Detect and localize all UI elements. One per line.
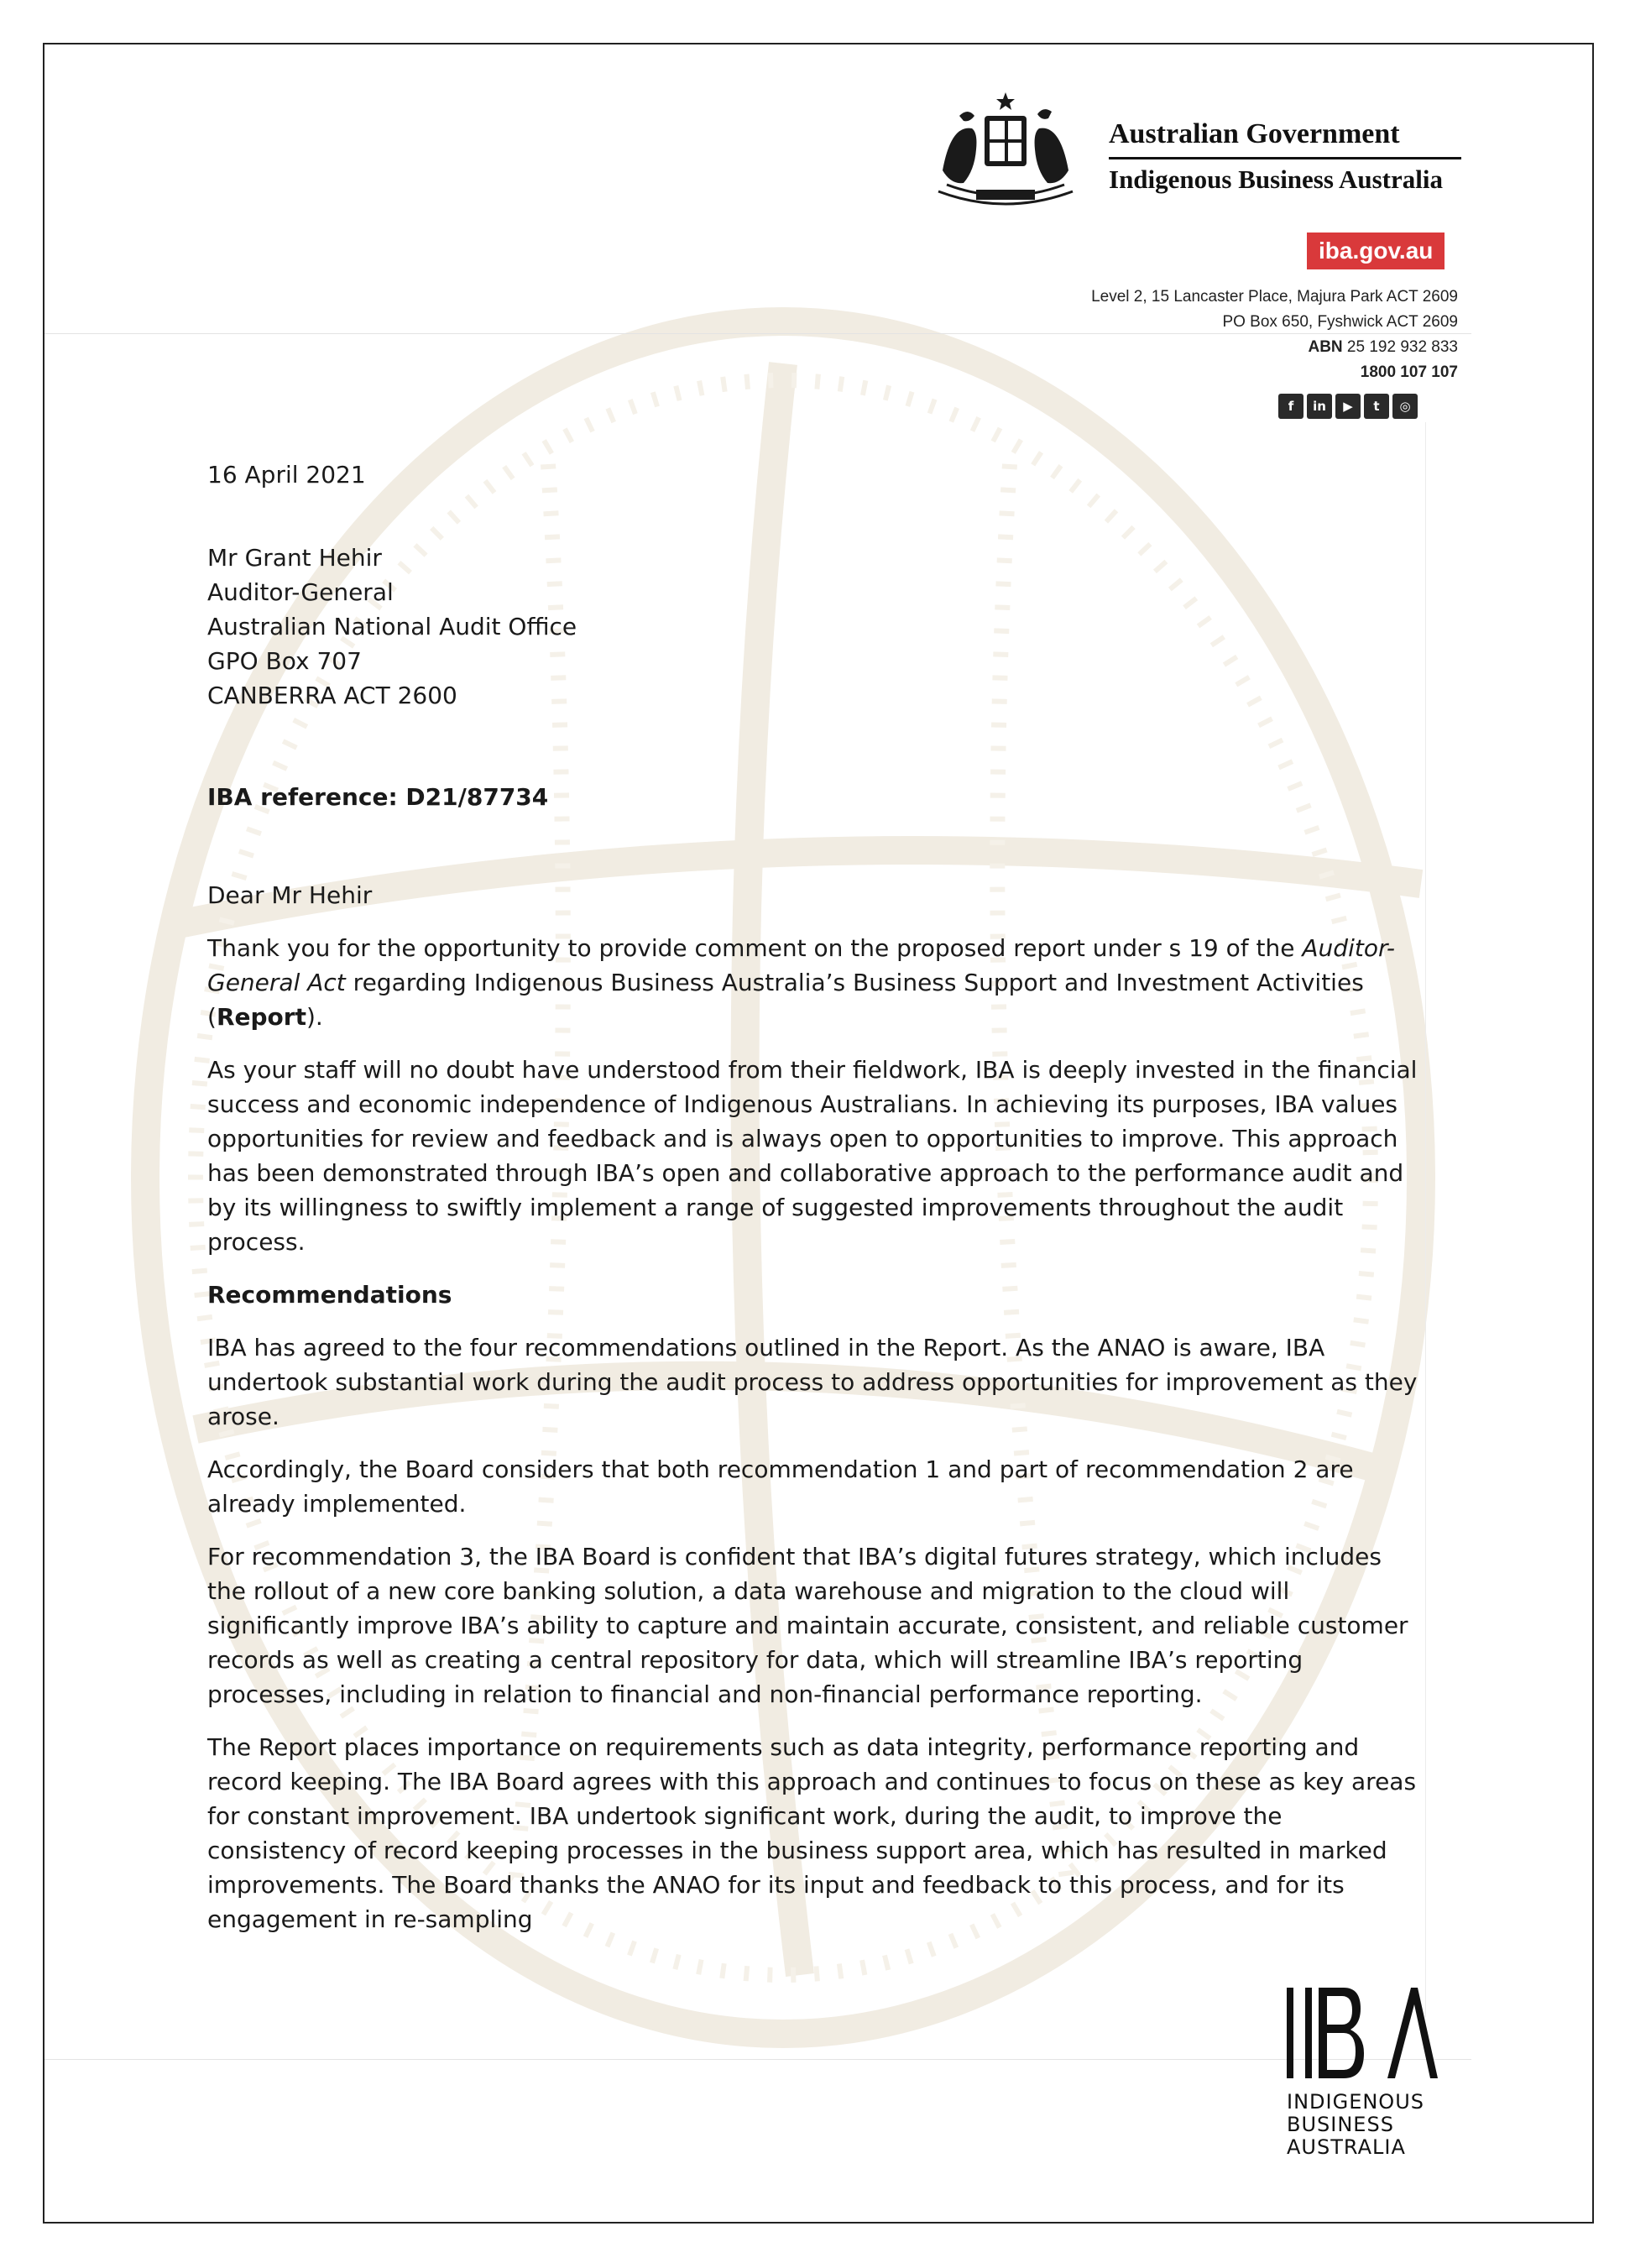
street-address: Level 2, 15 Lancaster Place, Majura Park ACT 2609 xyxy=(1091,288,1458,306)
iba-logo xyxy=(1287,1988,1455,2159)
paragraph-1 xyxy=(207,931,1424,1034)
abn-label: ABN xyxy=(1308,338,1343,356)
recipient-city: CANBERRA ACT 2600 xyxy=(207,682,457,709)
linkedin-icon[interactable]: in xyxy=(1307,394,1332,419)
p1-text-b: regarding Indigenous Business Australia’s Business Support and Investment Activities ( xyxy=(207,969,1364,1031)
footer-rule xyxy=(44,2059,1471,2060)
recipient-title: Auditor-General xyxy=(207,578,394,606)
recipient-box: GPO Box 707 xyxy=(207,647,362,675)
iba-logo-wordmark xyxy=(1287,2091,1455,2159)
report-term: Report xyxy=(216,1003,306,1031)
website-badge[interactable]: iba.gov.au xyxy=(1307,233,1445,269)
reference-number: IBA reference: D21/87734 xyxy=(207,783,549,811)
paragraph-2: As your staff will no doubt have understood from their fieldwork, IBA is deeply invested in the financial success and economic independence of Indigenous Australians. In achieving its purposes, IBA values opportunities for review and feedback and is always open to opportunities to improve. This approach has been demonstrated through IBA’s open and collaborative approach to the performance audit and by its willingness to swiftly implement a range of suggested improvements throughout the audit process. xyxy=(207,1056,1418,1256)
government-branding xyxy=(1109,118,1461,195)
p1-text-c: ). xyxy=(306,1003,323,1031)
salutation: Dear Mr Hehir xyxy=(207,881,373,909)
recipient-name: Mr Grant Hehir xyxy=(207,544,382,572)
coat-of-arms-icon xyxy=(926,91,1085,225)
logo-line-2: BUSINESS xyxy=(1287,2113,1394,2136)
paragraph-5: For recommendation 3, the IBA Board is confident that IBA’s digital futures strategy, which includes the rollout of a new core banking solution, a data warehouse and migration to the cloud will significantly improve IBA’s ability to capture and maintain accurate, consistent, and reliable customer records as well as creating a central repository for data, which will streamline IBA’s reporting processes, including in relation to financial and non-financial performance reporting. xyxy=(207,1543,1408,1708)
government-title: Australian Government xyxy=(1109,118,1461,159)
phone-number: 1800 107 107 xyxy=(1360,363,1458,381)
twitter-icon[interactable]: t xyxy=(1364,394,1389,419)
agency-name: Indigenous Business Australia xyxy=(1109,165,1443,194)
contact-block xyxy=(1091,285,1458,385)
paragraph-4: Accordingly, the Board considers that both recommendation 1 and part of recommendation 2 are already implemented. xyxy=(207,1455,1354,1518)
logo-line-1: INDIGENOUS xyxy=(1287,2090,1424,2114)
abn-line xyxy=(1091,335,1458,360)
youtube-icon[interactable]: ▶ xyxy=(1335,394,1361,419)
margin-rule xyxy=(1425,422,1426,2017)
postal-address: PO Box 650, Fyshwick ACT 2609 xyxy=(1222,313,1458,331)
recipient-address xyxy=(207,541,1424,713)
recipient-org: Australian National Audit Office xyxy=(207,613,577,640)
letter-date: 16 April 2021 xyxy=(207,461,366,489)
letter-page xyxy=(43,43,1594,2224)
act-title: Auditor-General Act xyxy=(207,934,1396,996)
iba-logo-mark xyxy=(1287,1988,1438,2080)
social-links xyxy=(1278,394,1418,419)
letter-body xyxy=(207,457,1424,1936)
instagram-icon[interactable]: ◎ xyxy=(1392,394,1418,419)
abn-value: 25 192 932 833 xyxy=(1346,338,1458,356)
section-heading: Recommendations xyxy=(207,1281,452,1309)
p1-text-a: Thank you for the opportunity to provide comment on the proposed report under s 19 of the xyxy=(207,934,1303,962)
logo-line-3: AUSTRALIA xyxy=(1287,2135,1406,2159)
paragraph-6: The Report places importance on requirements such as data integrity, performance reporting and record keeping. The IBA Board agrees with this approach and continues to focus on these as key areas for constant improvement. IBA undertook significant work, during the audit, to improve the consistency of record keeping processes in the business support area, which has resulted in marked improvements. The Board thanks the ANAO for its input and feedback to this process, and for its engagement in re-sampling xyxy=(207,1733,1417,1933)
facebook-icon[interactable]: f xyxy=(1278,394,1303,419)
paragraph-3: IBA has agreed to the four recommendations outlined in the Report. As the ANAO is aware, IBA undertook substantial work during the audit process to address opportunities for improvement as they arose. xyxy=(207,1334,1418,1430)
